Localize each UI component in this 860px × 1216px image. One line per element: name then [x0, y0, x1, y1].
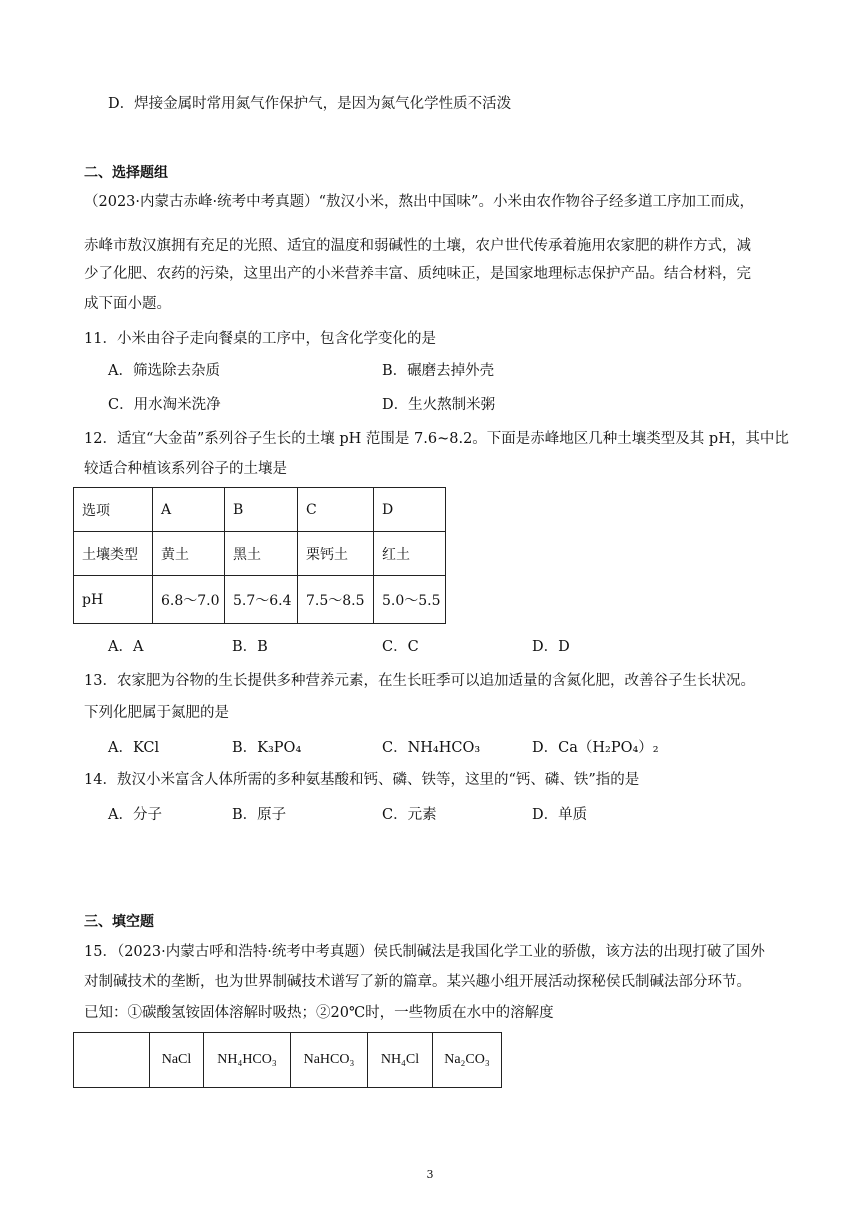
section-heading-choice-group: 二、选择题组	[84, 165, 168, 181]
q11-option-a: A．筛选除去杂质	[108, 363, 220, 379]
question-13-stem: 13．农家肥为谷物的生长提供多种营养元素，在生长旺季可以追加适量的含氮化肥，改善谷子生长状况。	[84, 673, 755, 689]
q14-option-b: B．原子	[232, 807, 287, 823]
q13-option-a: A．KCl	[108, 740, 160, 756]
solubility-table	[73, 1032, 502, 1088]
table-cell-empty	[74, 1033, 150, 1088]
q14-option-c: C．元素	[382, 807, 437, 823]
table-cell: 红土	[374, 532, 446, 576]
q11-option-d: D．生火熬制米粥	[382, 397, 496, 413]
question-15-stem-cont: 对制碱技术的垄断，也为世界制碱技术谱写了新的篇章。某兴趣小组开展活动探秘侯氏制碱法部分环节。	[84, 974, 751, 990]
q14-option-d: D．单质	[532, 807, 588, 823]
soil-ph-table	[73, 487, 446, 624]
table-row	[74, 532, 446, 576]
table-cell: pH	[74, 576, 153, 624]
q11-option-c: C．用水淘米洗净	[108, 397, 221, 413]
q13-option-c: C．NH₄HCO₃	[382, 740, 481, 756]
table-cell: 6.8～7.0	[153, 576, 225, 624]
table-cell: 土壤类型	[74, 532, 153, 576]
q12-option-d: D．D	[532, 639, 570, 655]
table-cell: Na₂CO₃	[433, 1033, 502, 1088]
table-cell: NaCl	[150, 1033, 204, 1088]
table-cell: A	[153, 488, 225, 532]
q11-option-b: B．碾磨去掉外壳	[382, 363, 495, 379]
q12-option-c: C．C	[382, 639, 419, 655]
section2-intro-line: 成下面小题。	[84, 296, 171, 312]
q12-option-a: A．A	[108, 639, 144, 655]
section2-intro-line: （2023·内蒙古赤峰·统考中考真题）“敖汉小米，熬出中国味”。小米由农作物谷子经多道工序加工而成，	[84, 194, 754, 210]
question-13-stem-cont: 下列化肥属于氮肥的是	[84, 705, 229, 721]
question-14-stem: 14．敖汉小米富含人体所需的多种氨基酸和钙、磷、铁等，这里的“钙、磷、铁”指的是	[84, 772, 640, 788]
table-cell: NH₄HCO₃	[204, 1033, 291, 1088]
question-15-stem: 15．（2023·内蒙古呼和浩特·统考中考真题）侯氏制碱法是我国化学工业的骄傲，该方法的出现打破了国外	[84, 944, 765, 960]
q13-option-d: D．Ca（H₂PO₄）₂	[532, 740, 659, 756]
question-11-stem: 11．小米由谷子走向餐桌的工序中，包含化学变化的是	[84, 331, 436, 347]
table-cell: 黑土	[225, 532, 298, 576]
question-12-stem: 12．适宜“大金苗”系列谷子生长的土壤 pH 范围是 7.6~8.2。下面是赤峰地区几种土壤类型及其 pH，其中比	[84, 431, 789, 447]
section2-intro-line: 赤峰市敖汉旗拥有充足的光照、适宜的温度和弱碱性的土壤，农户世代传承着施用农家肥的耕作方式，减	[84, 238, 751, 254]
table-cell: C	[298, 488, 374, 532]
q10-option-d: D．焊接金属时常用氮气作保护气，是因为氮气化学性质不活泼	[108, 96, 512, 112]
section2-intro-line: 少了化肥、农药的污染，这里出产的小米营养丰富、质纯味正，是国家地理标志保护产品。结合材料，完	[84, 266, 751, 282]
table-cell: NaHCO₃	[291, 1033, 368, 1088]
table-row	[74, 1033, 502, 1088]
q12-option-b: B．B	[232, 639, 268, 655]
page-number: 3	[426, 1168, 434, 1181]
table-cell: 栗钙土	[298, 532, 374, 576]
table-cell: 5.7～6.4	[225, 576, 298, 624]
table-cell: B	[225, 488, 298, 532]
q13-option-b: B．K₃PO₄	[232, 740, 302, 756]
q14-option-a: A．分子	[108, 807, 162, 823]
section-heading-fill-in: 三、填空题	[84, 914, 154, 930]
table-cell: 7.5～8.5	[298, 576, 374, 624]
table-cell: 5.0～5.5	[374, 576, 446, 624]
table-row	[74, 576, 446, 624]
table-cell: 黄土	[153, 532, 225, 576]
table-cell: D	[374, 488, 446, 532]
question-15-stem-cont: 已知：①碳酸氢铵固体溶解时吸热；②20℃时，一些物质在水中的溶解度	[84, 1005, 554, 1021]
table-row	[74, 488, 446, 532]
table-cell: NH₄Cl	[368, 1033, 433, 1088]
table-cell: 选项	[74, 488, 153, 532]
question-12-stem-cont: 较适合种植该系列谷子的土壤是	[84, 461, 287, 477]
